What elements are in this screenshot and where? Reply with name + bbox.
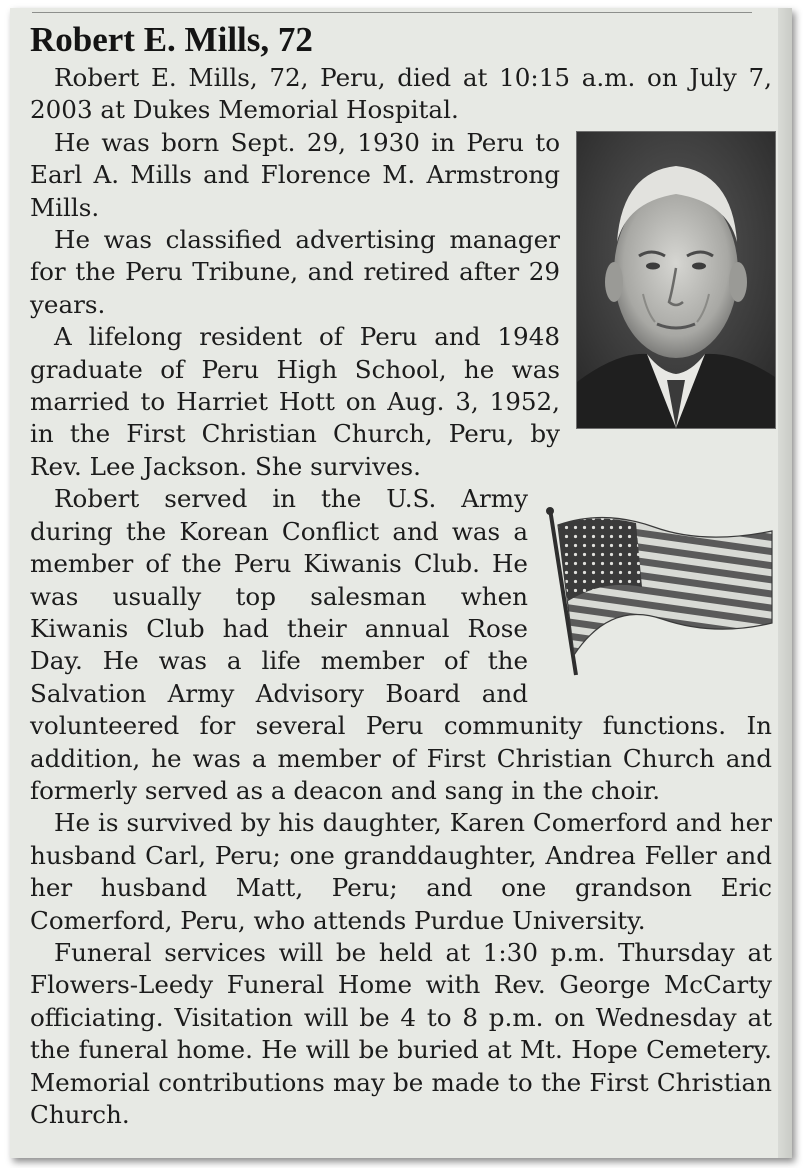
portrait-illustration [577, 132, 775, 428]
adjacent-column-edge [778, 8, 792, 1158]
paragraph-death: Robert E. Mills, 72, Peru, died at 10:15 a.m. on July 7, 2003 at Dukes Memorial Hospital. [30, 63, 772, 125]
paragraph-survivors: He is survived by his daughter, Karen Comerford and her husband Carl, Peru; one granddaughter, Andrea Feller and her husband Matt, Peru; and one grandson Eric Comerford, Peru, who attends Purdue University. [30, 808, 772, 935]
newspaper-clipping [10, 8, 792, 1158]
paragraph-marriage: A lifelong resident of Peru and 1948 graduate of Peru High School, he was married to Harriet Hott on Aug. 3, 1952, in the First Christian Church, Peru, by Rev. Lee Jackson. She survives. [30, 322, 560, 481]
portrait-photo [576, 131, 776, 429]
paragraph-funeral: Funeral services will be held at 1:30 p.m. Thursday at Flowers-Leedy Funeral Home with Rev. George McCarty officiating. Visitation will be 4 to 8 p.m. on Wednesday at the funeral home. He will be buried at Mt. Hope Cemetery. Memorial contributions may be made to the First Christian Church. [30, 937, 772, 1129]
headline: Robert E. Mills, 72 [30, 20, 313, 59]
obituary-article [30, 18, 772, 1131]
paragraph-birth: He was born Sept. 29, 1930 in Peru to Earl A. Mills and Florence M. Armstrong Mills. [30, 127, 560, 222]
american-flag-illustration [544, 505, 778, 683]
top-rule [32, 12, 752, 13]
flag-graphic [544, 505, 778, 683]
paragraph-career: He was classified advertising manager for the Peru Tribune, and retired after 29 years. [30, 225, 560, 319]
paragraph-service: Robert served in the U.S. Army during the Korean Conflict and was a member of the Peru Kiwanis Club. He was usually top salesman when Kiwanis Club had their annual Rose Day. He was a life member of the Salvation Army Advisory Board and volunteered for several Peru community functions. In addition, he was a member of First Christian Church and formerly served as a deacon and sang in the choir. [30, 484, 772, 805]
